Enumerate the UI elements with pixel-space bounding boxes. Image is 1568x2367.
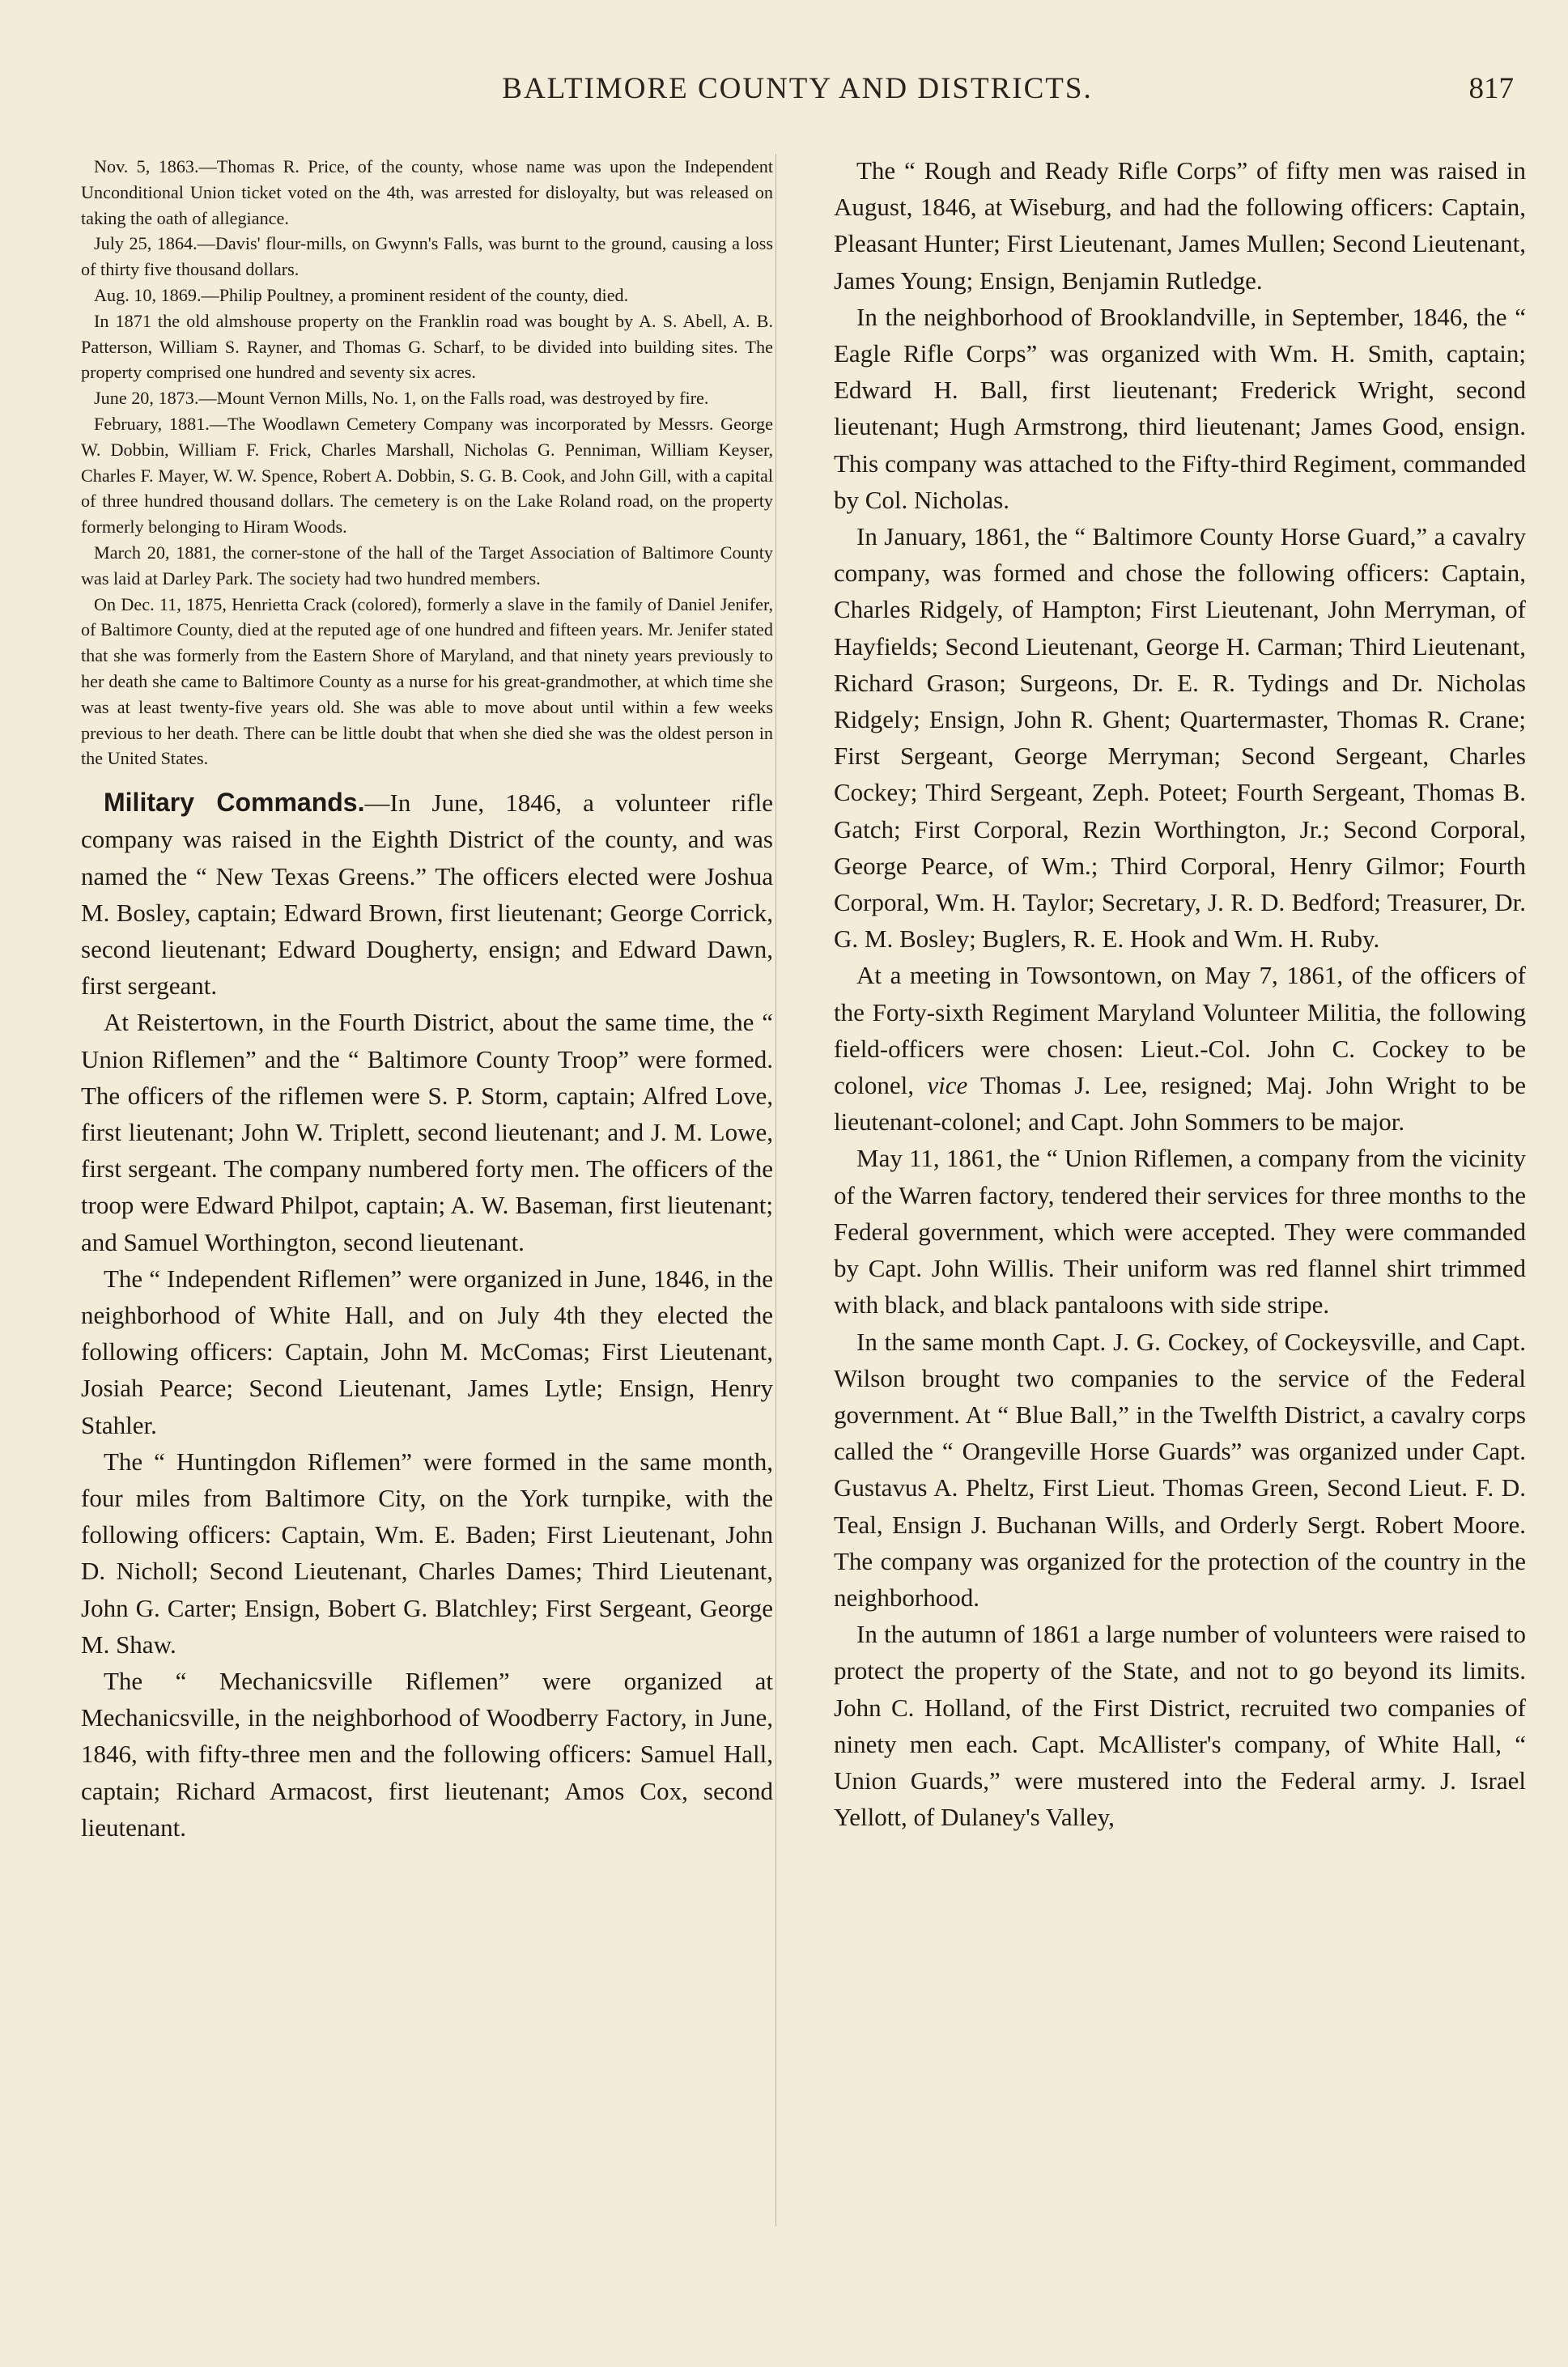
body-paragraph: At Reistertown, in the Fourth District, about the same time, the “ Union Riflemen” and the “ Baltimore County Troop” were formed. The officers of the riflemen were S. P. Storm, captain; Alfred Love, first lieutenant; John W. Triplett, second lieutenant; and J. M. Lowe, first sergeant. The company numbered forty men. The officers of the troop were Edward Philpot, captain; A. W. Baseman, first lieutenant; and Samuel Worthington, second lieutenant. [81,1008,773,1256]
section-first-text: —In June, 1846, a volunteer rifle company was raised in the Eighth District of the county, and was named the “ New Texas Greens.” The officers elected were Joshua M. Bosley, captain; Edward Brown, first lieutenant; George Corrick, second lieutenant; Edward Dougherty, ensign; and Edward Dawn, first sergeant. [81,788,774,1001]
body-paragraph: The “ Huntingdon Riflemen” were formed in the same month, four miles from Baltimore City, on the York turnpike, with the following officers: Captain, Wm. E. Baden; First Lieutenant, John D. Nicholl; Second Lieutenant, Charles Dames; Third Lieutenant, John G. Carter; Ensign, Bobert G. Blatchley; First Sergeant, George M. Shaw. [81,1447,773,1659]
meeting-paragraph [834,957,1526,1140]
military-commands-section [81,784,773,1846]
chronology-entry: July 25, 1864.—Davis' flour-mills, on Gwynn's Falls, was burnt to the ground, causing a loss of thirty five thousand dollars. [81,233,773,280]
chronology-entry: In 1871 the old almshouse property on the Franklin road was bought by A. S. Abell, A. B. Patterson, William S. Rayner, and Thomas G. Scharf, to be divided into building sites. The property comprised one hundred and seventy six acres. [81,310,773,383]
page-header [81,71,1514,120]
chronology-entry: Aug. 10, 1869.—Philip Poultney, a prominent resident of the county, died. [94,284,629,305]
chronology-entry: February, 1881.—The Woodlawn Cemetery Company was incorporated by Messrs. George W. Dobbin, William F. Frick, Charles Marshall, Nicholas G. Penniman, William Keyser, Charles F. Mayer, W. W. Spence, Robert A. Dobbin, S. G. B. Cook, and John Gill, with a capital of three hundred thousand dollars. The cemetery is on the Lake Roland road, on the property formerly belonging to Hiram Woods. [81,413,773,538]
chronology-entry: June 20, 1873.—Mount Vernon Mills, No. 1, on the Falls road, was destroyed by fire. [94,388,709,409]
body-paragraph: In the same month Capt. J. G. Cockey, of Cockeysville, and Capt. Wilson brought two companies to the service of the Federal government. At “ Blue Ball,” in the Twelfth District, a cavalry corps called the “ Orangeville Horse Guards” was organized under Capt. Gustavus A. Pheltz, First Lieut. Thomas Green, Second Lieut. F. D. Teal, Ensign J. Buchanan Wills, and Orderly Sergt. Robert Moore. The company was organized for the protection of the country in the neighborhood. [834,1327,1526,1612]
right-column [834,152,1526,1835]
body-paragraph: May 11, 1861, the “ Union Riflemen, a company from the vicinity of the Warren factory, tendered their services for three months to the Federal government, which were accepted. They were commanded by Capt. John Willis. Their uniform was red flannel shirt trimmed with black, and black pantaloons with side stripe. [834,1144,1526,1319]
meeting-text-start: At a meeting in Towsontown, on May 7, 1861, of the officers of the Forty-sixth Regiment Maryland Volunteer Militia, the following field-officers were chosen: Lieut.-Col. John C. Cockey to be colonel, [834,961,1526,1100]
left-column [81,154,773,1846]
vice-italic: vice [927,1071,968,1100]
section-first-paragraph [81,784,773,1004]
section-heading: Military Commands. [104,788,365,818]
body-paragraph: The “ Rough and Ready Rifle Corps” of fifty men was raised in August, 1846, at Wiseburg, and had the following officers: Captain, Pleasant Hunter; First Lieutenant, James Mullen; Second Lieutenant, James Young; Ensign, Benjamin Rutledge. [834,156,1526,295]
chronology-entry: On Dec. 11, 1875, Henrietta Crack (colored), formerly a slave in the family of Daniel Jenifer, of Baltimore County, died at the reputed age of one hundred and fifteen years. Mr. Jenifer stated that she was formerly from the Eastern Shore of Maryland, and that ninety years previously to her death she came to Baltimore County as a nurse for his great-grandmother, at which time she was at least twenty-five years old. She was able to move about until within a few weeks previous to her death. There can be little doubt that when she died she was the oldest person in the United States. [81,593,773,769]
running-head: BALTIMORE COUNTY AND DISTRICTS. [502,72,1093,105]
body-paragraph: In the neighborhood of Brooklandville, in September, 1846, the “ Eagle Rifle Corps” was organized with Wm. H. Smith, captain; Edward H. Ball, first lieutenant; Frederick Wright, second lieutenant; Hugh Armstrong, third lieutenant; James Good, ensign. This company was attached to the Fifty-third Regiment, commanded by Col. Nicholas. [834,302,1526,514]
body-paragraph: The “ Mechanicsville Riflemen” were organized at Mechanicsville, in the neighborhood of Woodberry Factory, in June, 1846, with fifty-three men and the following officers: Samuel Hall, captain; Richard Armacost, first lieutenant; Amos Cox, second lieutenant. [81,1667,773,1842]
meeting-text-end: Thomas J. Lee, resigned; Maj. John Wright to be lieutenant-colonel; and Capt. John Sommers to be major. [834,1071,1527,1137]
page-number: 817 [1468,72,1514,105]
body-paragraph: In January, 1861, the “ Baltimore County Horse Guard,” a cavalry company, was formed and chose the following officers: Captain, Charles Ridgely, of Hampton; First Lieutenant, John Merryman, of Hayfields; Second Lieutenant, George H. Carman; Third Lieutenant, Richard Grason; Surgeons, Dr. E. R. Tydings and Dr. Nicholas Ridgely; Ensign, John R. Ghent; Quartermaster, Thomas R. Crane; First Sergeant, George Merryman; Second Sergeant, Charles Cockey; Third Sergeant, Zeph. Poteet; Fourth Sergeant, Thomas B. Gatch; First Corporal, Rezin Worthington, Jr.; Second Corporal, George Pearce, of Wm.; Third Corporal, Henry Gilmor; Fourth Corporal, Wm. H. Taylor; Secretary, J. R. D. Bedford; Treasurer, Dr. G. M. Bosley; Buglers, R. E. Hook and Wm. H. Ruby. [834,522,1526,954]
chronology-notes [81,154,773,771]
body-paragraph: In the autumn of 1861 a large number of volunteers were raised to protect the property of the State, and not to go beyond its limits. John C. Holland, of the First District, recruited two companies of ninety men each. Capt. McAllister's company, of White Hall, “ Union Guards,” were mustered into the Federal army. J. Israel Yellott, of Dulaney's Valley, [834,1620,1526,1832]
chronology-entry: Nov. 5, 1863.—Thomas R. Price, of the county, whose name was upon the Independent Unconditional Union ticket voted on the 4th, was arrested for disloyalty, but was released on taking the oath of allegiance. [81,156,773,228]
body-paragraph: The “ Independent Riflemen” were organized in June, 1846, in the neighborhood of White Hall, and on July 4th they elected the following officers: Captain, John M. McComas; First Lieutenant, Josiah Pearce; Second Lieutenant, James Lytle; Ensign, Henry Stahler. [81,1264,773,1439]
chronology-entry: March 20, 1881, the corner-stone of the hall of the Target Association of Baltimore County was laid at Darley Park. The society had two hundred members. [81,542,773,589]
